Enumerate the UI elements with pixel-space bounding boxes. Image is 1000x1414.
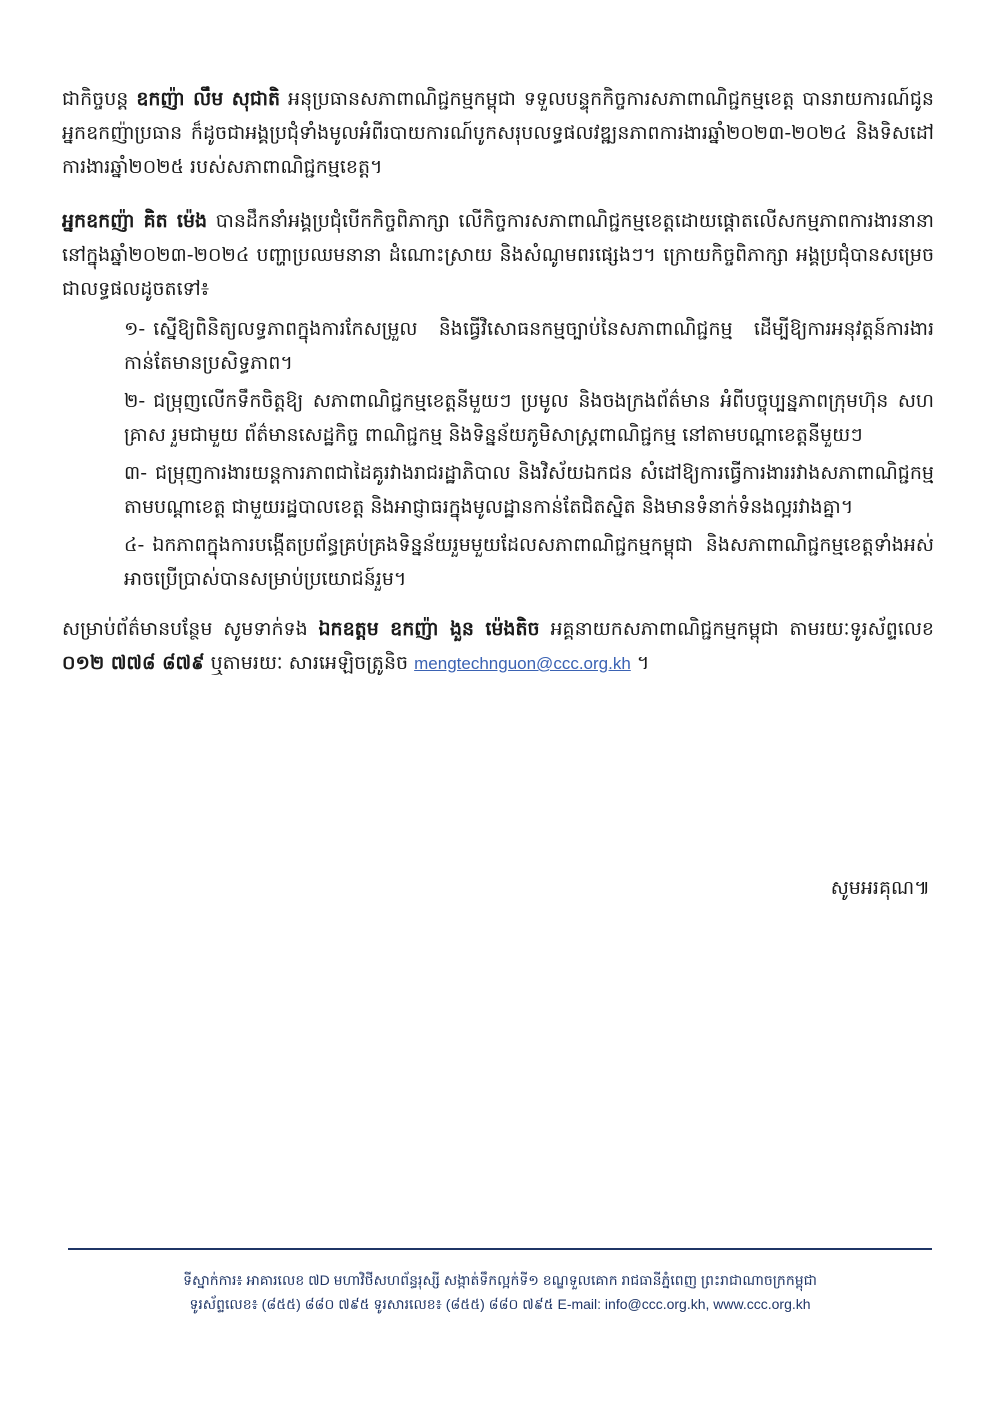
contact-email-link[interactable]: mengtechnguon@ccc.org.kh — [414, 654, 631, 673]
footer-web[interactable]: E-mail: info@ccc.org.kh, www.ccc.org.kh — [557, 1296, 811, 1312]
list-item-number: ២- — [124, 390, 146, 412]
contact-text-email-lead: ឬតាមរយៈ សារអេឡិចត្រូនិច — [204, 652, 415, 674]
list-item-text: ស្នើឱ្យពិនិត្យលទ្ធភាពក្នុងការកែសម្រួល និងធ្វើវិសោធនកម្មច្បាប់នៃសភាពាណិជ្ជកម្ម ដើម្បីឱ្យការអនុវត្តន៍ការងារកាន់តែមានប្រសិទ្ធភាព។ — [124, 318, 934, 374]
footer-address: ទីស្នាក់ការ៖ អាគារលេខ ៧D មហាវិថីសហព័ន្ធរុស្សី សង្កាត់ទឹកល្អក់ទី១ ខណ្ឌទួលគោក រាជធានីភ្នំពេញ ព្រះរាជាណាចក្រកម្ពុជា — [183, 1272, 817, 1288]
list-item-text: ឯកភាពក្នុងការបង្កើតប្រព័ន្ធគ្រប់គ្រងទិន្នន័យរួមមួយដែលសភាពាណិជ្ជកម្មកម្ពុជា និងសភាពាណិជ្ជកម្មខេត្តទាំងអស់អាចប្រើប្រាស់បានសម្រាប់ប្រយោជន៍រួម។ — [124, 534, 934, 590]
closing-text: សូមអរគុណ៕ — [830, 877, 930, 899]
list-item-number: ៣- — [124, 462, 148, 484]
contact-text-mid: អគ្គនាយកសភាពាណិជ្ជកម្មកម្ពុជា តាមរយៈទូរស័ព្ទលេខ — [539, 618, 934, 640]
contact-paragraph — [62, 612, 934, 681]
footer-phones: ទូរស័ព្ទលេខ៖ (៨៥៥) ៨៨០ ៧៩៥ ទូរសារលេខ៖ (៨៥៥) ៨៨០ ៧៩៥ — [189, 1296, 558, 1312]
intro-text-rest: អនុប្រធានសភាពាណិជ្ជកម្មកម្ពុជា ទទួលបន្ទុកកិច្ចការសភាពាណិជ្ជកម្មខេត្ត បានរាយការណ៍ជូន អ្នកឧកញ៉ាប្រធាន ក៏ដូចជាអង្គប្រជុំទាំងមូលអំពីរបាយការណ៍បូកសរុបលទ្ធផលវឌ្ឍនភាពការងារឆ្នាំ២០២៣-២០២៤ និងទិសដៅការងារឆ្នាំ២០២៥ របស់សភាពាណិជ្ជកម្មខេត្ត។ — [62, 88, 934, 178]
discussion-bold-name: អ្នកឧកញ៉ា គិត ម៉េង — [62, 210, 208, 232]
list-item-number: ៤- — [124, 534, 145, 556]
list-item — [62, 456, 934, 524]
document-body — [62, 82, 934, 701]
contact-text-start: សម្រាប់ព័ត៌មានបន្ថែម សូមទាក់ទង — [62, 618, 319, 640]
list-item-number: ១- — [124, 318, 146, 340]
list-item — [62, 384, 934, 452]
list-item — [62, 312, 934, 380]
intro-bold-name: ឧកញ៉ា លឹម សុជាតិ — [136, 88, 281, 110]
footer — [60, 1268, 940, 1316]
discussion-paragraph — [62, 204, 934, 306]
list-item-text: ជម្រុញការងារយន្តការភាពជាដៃគូរវាងរាជរដ្ឋាភិបាល និងវិស័យឯកជន សំដៅឱ្យការធ្វើការងាររវាងសភាពាណិជ្ជកម្មតាមបណ្តាខេត្ត ជាមួយរដ្ឋបាលខេត្ត និងអាជ្ញាធរក្នុងមូលដ្ឋានកាន់តែជិតស្និត និងមានទំនាក់ទំនងល្អរវាងគ្នា។ — [124, 462, 934, 518]
contact-bold-name: ឯកឧត្តម ឧកញ៉ា ងួន ម៉េងតិច — [318, 618, 540, 640]
outcomes-list — [62, 312, 934, 596]
list-item — [62, 528, 934, 596]
footer-divider — [68, 1248, 932, 1250]
contact-text-end: ។ — [630, 652, 650, 674]
footer-contacts — [60, 1292, 940, 1316]
discussion-text: បានដឹកនាំអង្គប្រជុំបើកកិច្ចពិភាក្សា លើកិច្ចការសភាពាណិជ្ជកម្មខេត្តដោយផ្តោតលើសកម្មភាពការងារនានានៅក្នុងឆ្នាំ២០២៣-២០២៤ បញ្ហាប្រឈមនានា ដំណោះស្រាយ និងសំណូមពរផ្សេងៗ។ ក្រោយកិច្ចពិភាក្សា អង្គប្រជុំបានសម្រេចជាលទ្ធផលដូចតទៅ៖ — [62, 210, 934, 300]
intro-text-start: ជាកិច្ចបន្ត — [62, 88, 137, 110]
contact-phone: ០១២ ៧៧៨ ៨៧៩ — [62, 652, 205, 674]
list-item-text: ជម្រុញលើកទឹកចិត្តឱ្យ សភាពាណិជ្ជកម្មខេត្តនីមួយៗ ប្រមូល និងចងក្រងព័ត៌មាន អំពីបច្ចុប្បន្នភាពក្រុមហ៊ុន សហគ្រាស រួមជាមួយ ព័ត៌មានសេដ្ឋកិច្ច ពាណិជ្ជកម្ម និងទិន្នន័យភូមិសាស្ត្រពាណិជ្ជកម្ម នៅតាមបណ្តាខេត្តនីមួយៗ — [124, 390, 934, 446]
intro-paragraph — [62, 82, 934, 184]
